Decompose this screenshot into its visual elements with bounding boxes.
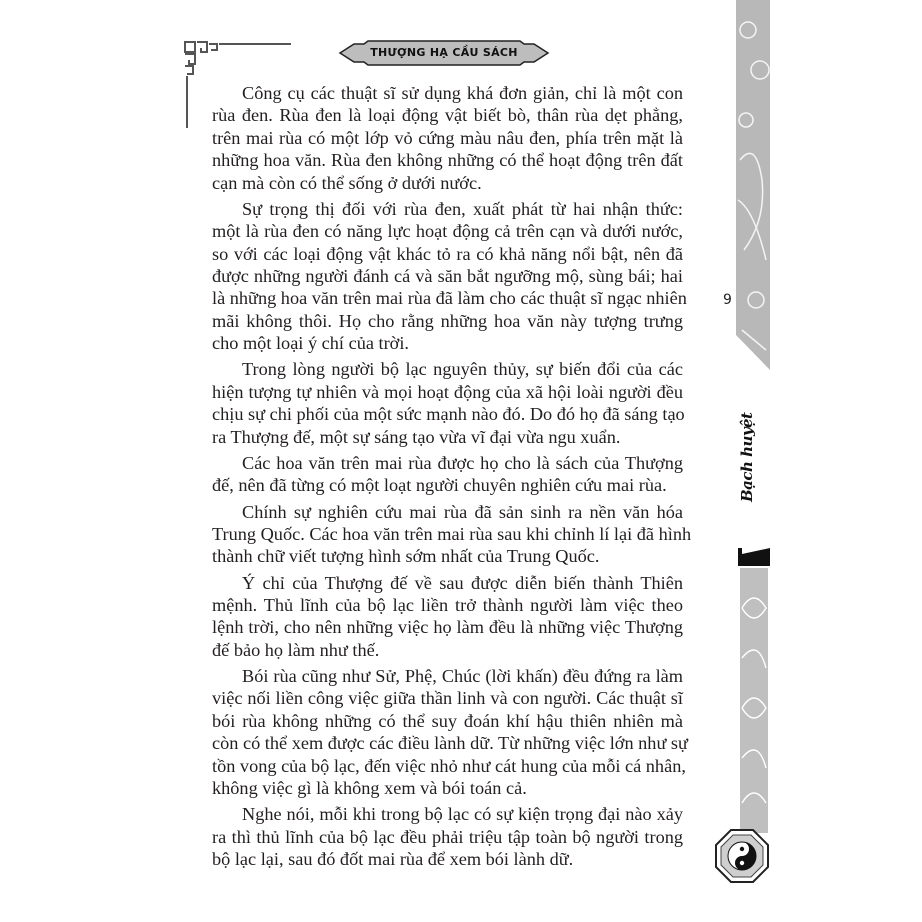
text-line: bộ lạc lại, sau đó đốt mai rùa để xem bói lành dữ.: [212, 848, 574, 869]
body-text: [212, 82, 692, 874]
text-line: những hoa văn. Rùa đen không những có thể hoạt động trên đất: [212, 150, 683, 171]
paragraph: [212, 501, 692, 568]
text-line: Sự trọng thị đối với rùa đen, xuất phát từ hai nhận thức:: [242, 198, 683, 219]
paragraph: [212, 358, 683, 448]
text-line: hiện tượng tự nhiên và mọi hoạt động của xã hội loài người đều: [212, 381, 683, 402]
text-line: tồn vong của bộ lạc, đến việc nhỏ như cát hung của mỗi cá nhân,: [212, 755, 686, 776]
crane-illustration: [736, 0, 770, 370]
paragraph: [212, 572, 683, 662]
svg-text:Bạch huyệt: Bạch huyệt: [738, 412, 756, 502]
text-line: cho một loại ý chí của trời.: [212, 333, 409, 354]
text-line: cạn mà còn có thể sống ở dưới nước.: [212, 172, 482, 193]
text-line: việc nối liền công việc giữa thần linh và con người. Các thuật sĩ: [212, 688, 683, 709]
text-line: Công cụ các thuật sĩ sử dụng khá đơn giản, chỉ là một con: [242, 83, 683, 103]
text-line: không việc gì là không xem và bói toán cả.: [212, 777, 527, 798]
text-line: được những người đánh cá và săn bắt ngưỡng mộ, sùng bái; hai: [212, 266, 683, 287]
paragraph: [212, 803, 683, 870]
text-line: còn có thể xem được các điều lành dữ. Từ những việc lớn như sự: [212, 733, 688, 754]
text-line: đế bảo họ làm như thế.: [212, 639, 380, 660]
text-line: Bói rùa cũng như Sử, Phệ, Chúc (lời khấn) đều đứng ra làm: [242, 665, 683, 686]
text-line: lệnh trời, cho nên những việc họ làm đều là những việc Thượng: [212, 617, 683, 638]
text-line: Trung Quốc. Các hoa văn trên mai rùa sau khi chỉnh lí lại đã hình: [212, 523, 692, 544]
text-line: mãi không thôi. Họ cho rằng những hoa văn này tượng trưng: [212, 310, 683, 331]
paragraph: [212, 82, 683, 194]
text-line: ra Thượng đế, một sự sáng tạo vừa vĩ đại vừa ngu xuẩn.: [212, 426, 621, 447]
text-line: một là rùa đen có năng lực hoạt động cả trên cạn và dưới nước,: [212, 221, 683, 242]
text-line: bói rùa không những có thể suy đoán khí hậu thiên nhiên mà: [212, 710, 683, 731]
text-line: đế, nên đã từng có một loạt người chuyên nghiên cứu mai rùa.: [212, 475, 667, 496]
text-line: Các hoa văn trên mai rùa được họ cho là sách của Thượng: [242, 452, 683, 473]
running-title: THƯỢNG HẠ CẦU SÁCH: [370, 46, 518, 59]
text-line: ra thì thủ lĩnh của bộ lạc đều phải triệu tập toàn bộ người trong: [212, 826, 683, 847]
bach-huyet-logo: [730, 410, 760, 505]
yin-yang-icon: [714, 828, 770, 884]
text-line: so với các loại động vật khác tỏ ra có khả năng nổi bật, nên đã: [212, 243, 683, 264]
text-line: Chính sự nghiên cứu mai rùa đã sản sinh ra nền văn hóa: [242, 501, 683, 522]
text-line: thành chữ viết tượng hình sớm nhất của Trung Quốc.: [212, 546, 600, 567]
page-number: 9: [723, 292, 732, 308]
text-line: mệnh. Thủ lĩnh của bộ lạc liền trở thành người làm việc theo: [212, 594, 683, 615]
text-line: Ý chỉ của Thượng đế về sau được diễn biến thành Thiên: [242, 572, 683, 593]
text-line: trên mai rùa có một lớp vỏ cứng màu nâu đen, phía trên mặt là: [212, 127, 683, 148]
text-line: Trong lòng người bộ lạc nguyên thủy, sự biến đổi của các: [242, 359, 683, 380]
text-line: rùa đen. Rùa đen là loại động vật biết bò, thân rùa dẹt phẳng,: [212, 105, 683, 126]
paragraph: [212, 452, 683, 497]
paragraph: [212, 665, 688, 799]
text-line: là những hoa văn trên mai rùa đã làm cho các thuật sĩ ngạc nhiên: [212, 288, 687, 309]
text-line: Nghe nói, mỗi khi trong bộ lạc có sự kiện trọng đại nào xảy: [242, 804, 683, 825]
text-line: chịu sự chi phối của một sức mạnh nào đó. Do đó họ đã sáng tạo: [212, 404, 685, 425]
wave-pattern-strip: [738, 548, 770, 833]
paragraph: [212, 198, 687, 355]
